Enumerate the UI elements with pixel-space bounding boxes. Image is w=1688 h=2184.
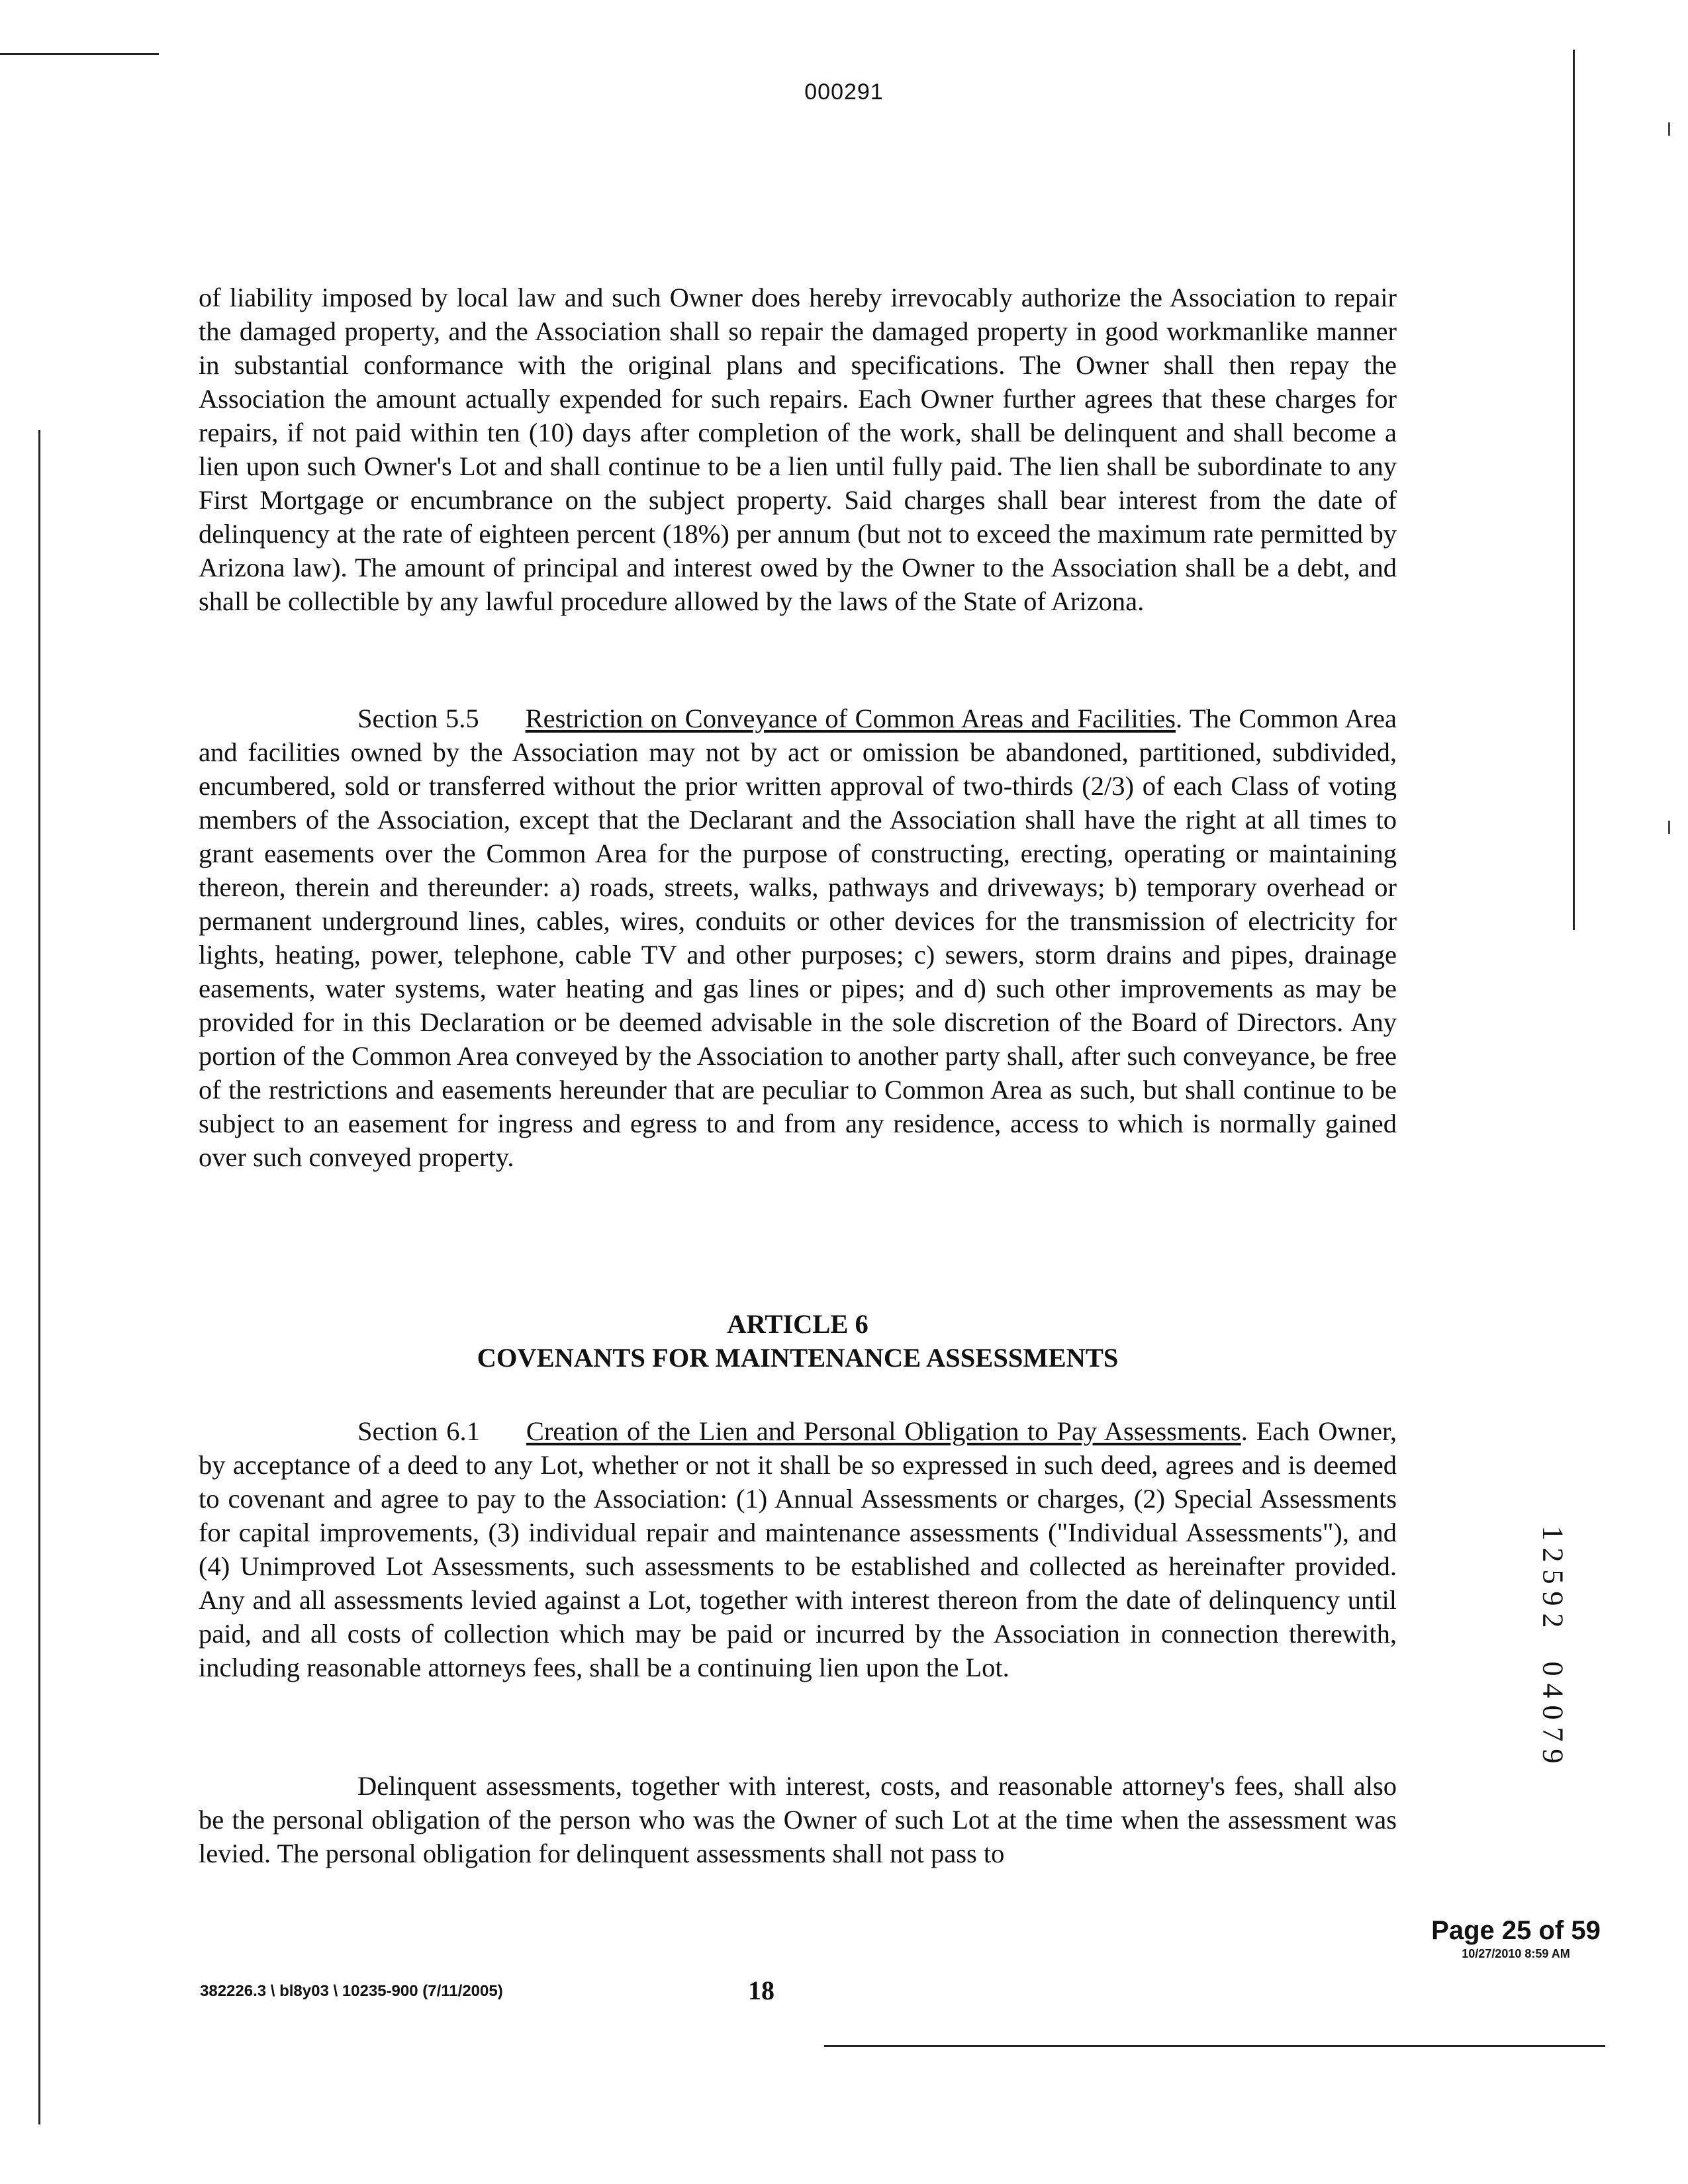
side-stamp-digit: 0 <box>1536 1705 1570 1720</box>
section-6-1-text: Each Owner, by acceptance of a deed to any Lot, whether or not it shall be so expressed in such deed, agrees and is deemed to covenant and agree to pay to the Association: (1) Annual Assessments or charges, (2) Special Assessments for capital improvements, (3) individual repair and maintenance assessments ("Individual Assessments"), and (4) Unimproved Lot Assessments, such assessments to be established and collected as hereinafter provided. Any and all assessments levied against a Lot, together with interest thereon from the date of delinquency until paid, and all costs of collection which may be paid or incurred by the Association in connection therewith, including reasonable attorneys fees, shall be a continuing lien upon the Lot. <box>199 1416 1397 1682</box>
right-edge-tick <box>1668 821 1670 834</box>
stamp-datetime: 10/27/2010 8:59 AM <box>1462 1947 1570 1960</box>
side-stamp-digit: 2 <box>1536 1613 1570 1628</box>
paragraph-liability: of liability imposed by local law and such Owner does hereby irrevocably authorize the Association to repair the damaged property, and the Association shall so repair the damaged property in good workmanlike manner in substantial conformance with the original plans and specifications. The Owner shall then repay the Association the amount actually expended for such repairs. Each Owner further agrees that these charges for repairs, if not paid within ten (10) days after completion of the work, shall be delinquent and shall become a lien upon such Owner's Lot and shall continue to be a lien until fully paid. The lien shall be subordinate to any First Mortgage or encumbrance on the subject property. Said charges shall bear interest from the date of delinquency at the rate of eighteen percent (18%) per annum (but not to exceed the maximum rate permitted by Arizona law). The amount of principal and interest owed by the Owner to the Association shall be a debt, and shall be collectible by any lawful procedure allowed by the laws of the State of Arizona. <box>199 283 1397 616</box>
right-edge-tick <box>1668 122 1670 136</box>
page-count-stamp: Page 25 of 59 <box>1431 1916 1601 1945</box>
bottom-right-scan-line <box>824 2045 1605 2047</box>
article-6-heading <box>199 1307 1397 1375</box>
section-5-5-title: Restriction on Conveyance of Common Areas and Facilities <box>525 704 1176 733</box>
bates-number: 000291 <box>804 79 884 105</box>
top-left-scan-line <box>0 53 159 55</box>
section-5-5-text: The Common Area and facilities owned by the Association may not by act or omission be abandoned, partitioned, subdivided, encumbered, sold or transferred without the prior written approval of two-thirds (2/3) of each Class of voting members of the Association, except that the Declarant and the Association shall have the right at all times to grant easements over the Common Area for the purpose of constructing, erecting, operating or maintaining thereon, therein and thereunder: a) roads, streets, walks, pathways and driveways; b) temporary overhead or permanent underground lines, cables, wires, conduits or other devices for the transmission of electricity for lights, heating, power, telephone, cable TV and other purposes; c) sewers, storm drains and pipes, drainage easements, water systems, water heating and gas lines or pipes; and d) such other improvements as may be provided for in this Declaration or be deemed advisable in the sole discretion of the Board of Directors. Any portion of the Common Area conveyed by the Association to another party shall, after such conveyance, be free of the restrictions and easements hereunder that are peculiar to Common Area as such, but shall continue to be subject to an easement for ingress and egress to and from any residence, access to which is normally gained over such conveyed property. <box>199 704 1397 1172</box>
side-stamp-digit: 1 <box>1536 1525 1570 1541</box>
section-6-1-title: Creation of the Lien and Personal Obligation to Pay Assessments <box>526 1416 1241 1446</box>
section-5-5: Section 5.5 Restriction on Conveyance of Common Areas and Facilities. The Common Area and facilities owned by the Association may not by act or omission be abandoned, partitioned, subdivided, encumbered, sold or transferred without the prior written approval of two-thirds (2/3) of each Class of voting members of the Association, except that the Declarant and the Association shall have the right at all times to grant easements over the Common Area for the purpose of constructing, erecting, operating or maintaining thereon, therein and thereunder: a) roads, streets, walks, pathways and driveways; b) temporary overhead or permanent underground lines, cables, wires, conduits or other devices for the transmission of electricity for lights, heating, power, telephone, cable TV and other purposes; c) sewers, storm drains and pipes, drainage easements, water systems, water heating and gas lines or pipes; and d) such other improvements as may be provided for in this Declaration or be deemed advisable in the sole discretion of the Board of Directors. Any portion of the Common Area conveyed by the Association to another party shall, after such conveyance, be free of the restrictions and easements hereunder that are peculiar to Common Area as such, but shall continue to be subject to an easement for ingress and egress to and from any residence, access to which is normally gained over such conveyed property. <box>199 704 1397 1172</box>
section-6-1: Section 6.1 Creation of the Lien and Personal Obligation to Pay Assessments. Each Owner, by acceptance of a deed to any Lot, whether or not it shall be so expressed in such deed, agrees and is deemed to covenant and agree to pay to the Association: (1) Annual Assessments or charges, (2) Special Assessments for capital improvements, (3) individual repair and maintenance assessments ("Individual Assessments"), and (4) Unimproved Lot Assessments, such assessments to be established and collected as hereinafter provided. Any and all assessments levied against a Lot, together with interest thereon from the date of delinquency until paid, and all costs of collection which may be paid or incurred by the Association in connection therewith, including reasonable attorneys fees, shall be a continuing lien upon the Lot. <box>199 1416 1397 1682</box>
paragraph-delinquent: Delinquent assessments, together with interest, costs, and reasonable attorney's fees, shall also be the personal obligation of the person who was the Owner of such Lot at the time when the assessment was levied. The personal obligation for delinquent assessments shall not pass to <box>199 1771 1397 1868</box>
page-number: 18 <box>748 1976 774 2005</box>
article-6-title: COVENANTS FOR MAINTENANCE ASSESSMENTS <box>477 1343 1119 1373</box>
side-recording-stamp <box>1533 1522 1573 1767</box>
side-stamp-digit: 5 <box>1536 1569 1570 1584</box>
document-id: 382226.3 \ bl8y03 \ 10235-900 (7/11/2005) <box>200 1982 503 2000</box>
section-5-5-number: Section 5.5 <box>357 704 479 733</box>
side-stamp-digit: 9 <box>1536 1591 1570 1606</box>
left-margin-scan-line <box>38 430 40 2124</box>
side-stamp-digit: 0 <box>1536 1661 1570 1676</box>
side-stamp-digit: 9 <box>1536 1749 1570 1764</box>
section-6-1-number: Section 6.1 <box>357 1416 480 1446</box>
side-stamp-digit: 2 <box>1536 1547 1570 1563</box>
right-margin-scan-line <box>1573 50 1575 930</box>
side-stamp-digit: 7 <box>1536 1727 1570 1742</box>
side-stamp-digit: 4 <box>1536 1683 1570 1698</box>
article-6-number: ARTICLE 6 <box>727 1309 868 1339</box>
